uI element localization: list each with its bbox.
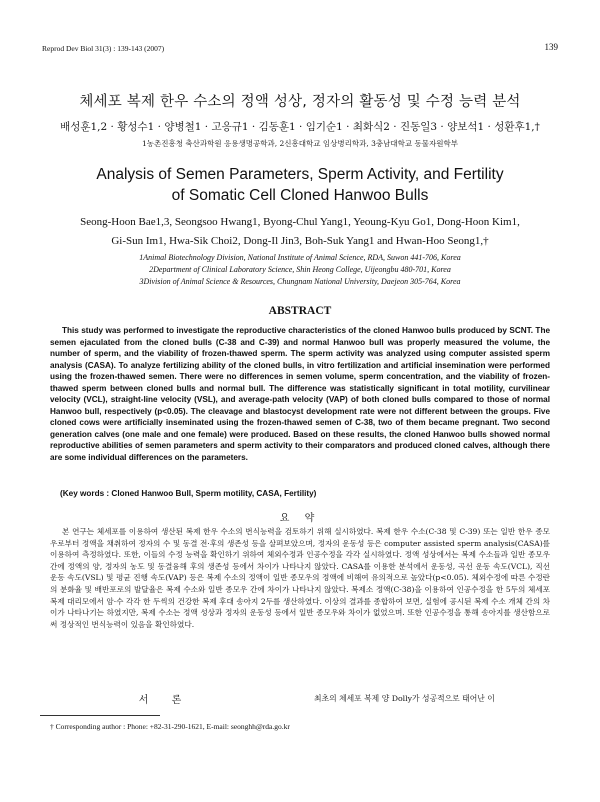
title-english-line2: of Somatic Cell Cloned Hanwoo Bulls	[171, 187, 429, 204]
title-english-line1: Analysis of Semen Parameters, Sperm Activity, and Fertility	[96, 166, 504, 183]
keywords: (Key words : Cloned Hanwoo Bull, Sperm motility, CASA, Fertility)	[60, 489, 317, 498]
authors-english-line1: Seong-Hoon Bae1,3, Seongsoo Hwang1, Byong-Chul Yang1, Yeoung-Kyu Go1, Dong-Hoon Kim1,	[80, 216, 520, 228]
korean-summary-text: 본 연구는 체세포를 이용하여 생산된 복제 한우 수소의 번식능력을 검토하기 위해 실시하였다. 복제 한우 수소(C-38 및 C-39) 또는 일반 한우 종모우로부터 정액을 채취하여 정자의 수 및 동결 전·후의 생존성 등을 살펴보았으며, 정자의 운동성 등은 computer assisted sperm analysis(CASA)를 이용하여 측정하였다. 또한, 이들의 수정 능력을 확인하기 위하여 체외수정과 인공수정을 각각 실시하였다. 정액 성상에서는 복제 수소들과 일반 종모우 간에 정액의 양, 정자의 농도 및 동결융해 후의 생존성 등에서 차이가 나타나지 않았다. CASA를 이용한 분석에서 운동성, 곡선 운동 속도(VCL), 직선 운동 속도(VSL) 및 평균 진행 속도(VAP) 등은 복제 수소의 정액이 일반 종모우의 정액에 비해여 유의적으로 높았다(p<0.05). 체외수정에 따른 수정란의 분화율 및 배반포로의 발달율은 복제 수소와 일반 종모우 간에 차이가 나타나지 않았다. 복제소 정액(C-38)을 이용하여 인공수정을 한 5두의 체세포 복제 대리모에서 암·수 각각 한 두씩의 건강한 복제 후대 송아지 2두를 생산하였다. 이상의 결과를 종합하여 보면, 실험에 공시된 복제 수소 개체 간의 차이가 나타나기는 하였지만, 복제 수소는 정액 성상과 정자의 운동성 등에서 일반 종모우와 차이가 없었으며. 또한 인공수정을 통해 송아지를 생산함으로써 정상적인 번식능력이 있음을 확인하였다.	[50, 527, 551, 629]
authors-english-line2: Gi-Sun Im1, Hwa-Sik Choi2, Dong-Il Jin3, Boh-Suk Yang1 and Hwan-Hoo Seong1,†	[111, 235, 489, 247]
footnote-divider	[40, 715, 160, 716]
running-head	[42, 44, 558, 53]
abstract-text: This study was performed to investigate the reproductive characteristics of the cloned Hanwoo bulls produced by SCNT. The semen ejaculated from the cloned bulls (C-38 and C-39) and normal Hanwoo bull was properly measured the volume, the number of sperm, and the viability of frozen-thawed sperm. The sperm activity was analyzed using computer assisted sperm analysis (CASA). To analyze fertilizing ability of the cloned bulls, in vitro fertilization and artificial insemination were performed using the frozen-thawed semen. There were no differences in semen volume, sperm concentration, and the viability of frozen-thawed sperm between cloned bulls and normal bull. The difference was statistically significant in total motility, curvilinear velocity (VCL), straight-line velocity (VSL), and average-path velocity (VAP) of both cloned bulls compared to those of normal Hanwoo bull, respectively (p<0.05). The cleavage and blastocyst development rate were not different between the groups. Five cloned cows were artificially inseminated using the frozen-thawed semen of C-38, two of them became pregnant. Two second generation calves (one male and one female) were produced. Based on these results, the cloned Hanwoo bulls showed normal reproductive abilities of semen parameters and sperm activity to their comparators and produced cloned calves, although there are some individual differences on the parameters.	[50, 326, 550, 462]
affiliation-3: 3Division of Animal Science & Resources, Chungnam National University, Daejeon 305-764, Korea	[139, 277, 461, 286]
introduction-heading: 서 론	[138, 695, 192, 706]
affiliations-korean: 1농촌진흥청 축산과학원 응용생명공학과, 2신흥대학교 임상병리학과, 3충남대학교 동물자원학부	[142, 139, 458, 148]
affiliations-english	[40, 252, 560, 288]
abstract-heading: ABSTRACT	[268, 305, 332, 317]
page-number: 139	[544, 42, 558, 52]
title-korean: 체세포 복제 한우 수소의 정액 성상, 정자의 활동성 및 수정 능력 분석	[79, 94, 521, 110]
affiliation-2: 2Department of Clinical Laboratory Science, Shin Heong College, Uijeongbu 480-701, Korea	[149, 265, 451, 274]
authors-korean: 배성훈1,2 · 황성수1 · 양병철1 · 고응규1 · 김동훈1 · 임기순1 · 최화식2 · 진동일3 · 양보석1 · 성환후1,†	[60, 121, 540, 133]
authors-english	[40, 213, 560, 251]
korean-summary-heading: 요 약	[279, 513, 321, 524]
title-english	[0, 164, 600, 206]
journal-citation: Reprod Dev Biol 31(3) : 139-143 (2007)	[42, 44, 165, 53]
corresponding-author-footnote: † Corresponding author : Phone: +82-31-290-1621, E-mail: seonghh@rda.go.kr	[50, 722, 290, 731]
introduction-first-line: 최초의 체세포 복제 양 Dolly가 성공적으로 태어난 이	[314, 694, 495, 703]
affiliation-1: 1Animal Biotechnology Division, National Institute of Animal Science, RDA, Suwon 441-706, Korea	[139, 253, 461, 262]
